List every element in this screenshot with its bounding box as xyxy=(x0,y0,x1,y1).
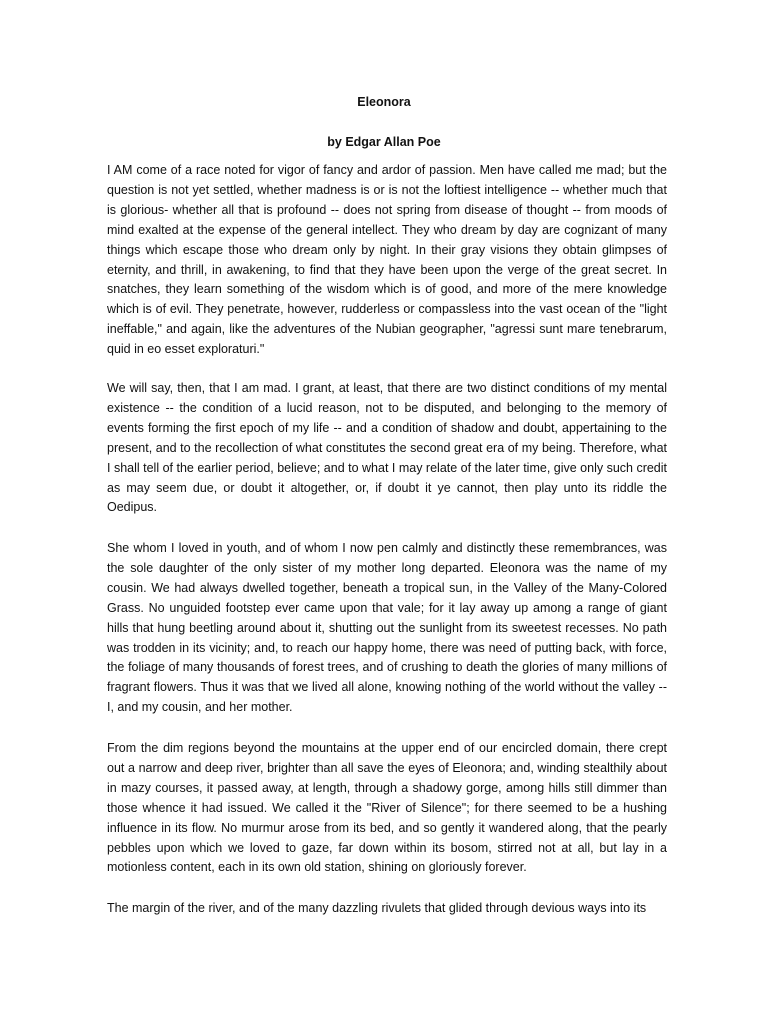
document-title: Eleonora xyxy=(357,95,411,109)
paragraph-2: We will say, then, that I am mad. I grant, at least, that there are two distinct conditions of my mental existence -- the condition of a lucid reason, not to be disputed, and belonging to the memory of events forming the first epoch of my life -- and a condition of shadow and doubt, appertaining to the present, and to the recollection of what constitutes the second great era of my being. Therefore, what I shall tell of the earlier period, believe; and to what I may relate of the later time, give only such credit as may seem due, or doubt it altogether, or, if doubt it ye cannot, then play unto its riddle the Oedipus. xyxy=(107,381,668,515)
paragraph-1: I AM come of a race noted for vigor of fancy and ardor of passion. Men have called me mad; but the question is not yet settled, whether madness is or is not the loftiest intelligence -- whether much that is glorious- whether all that is profound -- does not spring from disease of thought -- from moods of mind exalted at the expense of the general intellect. They who dream by day are cognizant of many things which escape those who dream only by night. In their gray visions they obtain glimpses of eternity, and thrill, in awakening, to find that they have been upon the verge of the great secret. In snatches, they learn something of the wisdom which is of good, and more of the mere knowledge which is of evil. They penetrate, however, rudderless or compassless into the vast ocean of the "light ineffable," and again, like the adventures of the Nubian geographer, "agressi sunt mare tenebrarum, quid in eo esset exploraturi." xyxy=(107,163,667,357)
paragraph-4: From the dim regions beyond the mountains at the upper end of our encircled domain, there crept out a narrow and deep river, brighter than all save the eyes of Eleonora; and, winding stealthily about in mazy courses, it passed away, at length, through a shadowy gorge, among hills still dimmer than those whence it had issued. We called it the "River of Silence"; for there seemed to be a hushing influence in its flow. No murmur arose from its bed, and so gently it wandered along, that the pearly pebbles upon which we loved to gaze, far down within its bosom, stirred not at all, but lay in a motionless content, each in its own old station, shining on gloriously forever. xyxy=(107,741,667,875)
author-line: by Edgar Allan Poe xyxy=(327,135,441,149)
paragraph-3: She whom I loved in youth, and of whom I now pen calmly and distinctly these remembrances, was the sole daughter of the only sister of my mother long departed. Eleonora was the name of my cousin. We had always dwelled together, beneath a tropical sun, in the Valley of the Many-Colored Grass. No unguided footstep ever came upon that vale; for it lay away up among a range of giant hills that hung beetling around about it, shutting out the sunlight from its sweetest recesses. No path was trodden in its vicinity; and, to reach our happy home, there was need of putting back, with force, the foliage of many thousands of forest trees, and of crushing to death the glories of many millions of fragrant flowers. Thus it was that we lived all alone, knowing nothing of the world without the valley -- I, and my cousin, and her mother. xyxy=(107,541,667,715)
paragraph-5: The margin of the river, and of the many dazzling rivulets that glided through devious ways into its xyxy=(107,901,647,915)
